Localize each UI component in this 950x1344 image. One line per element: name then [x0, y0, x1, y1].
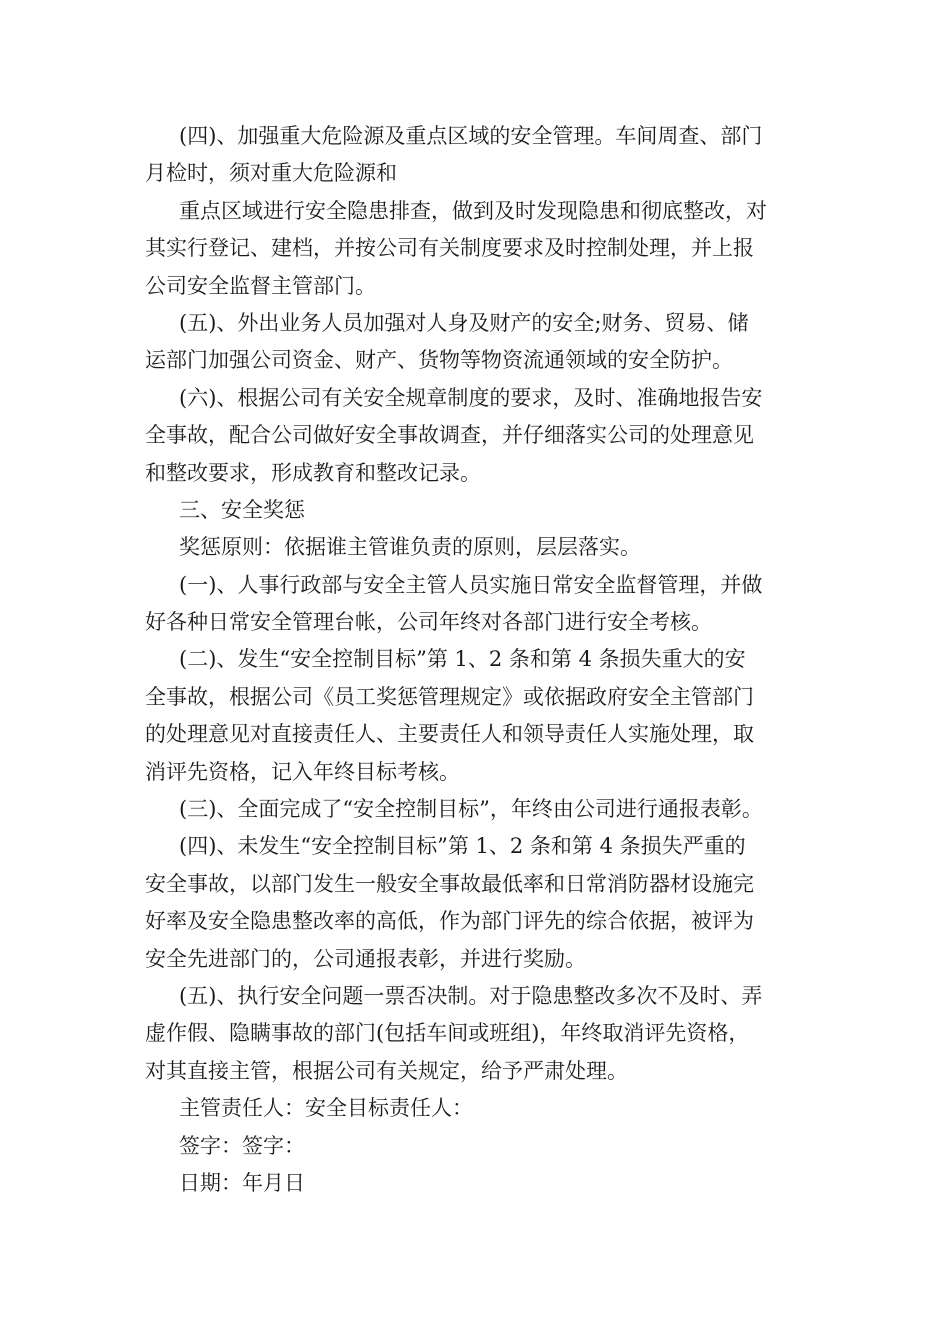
paragraph-line: 消评先资格，记入年终目标考核。 [145, 759, 460, 784]
paragraph-line: 奖惩原则：依据谁主管谁负责的原则，层层落实。 [179, 535, 641, 560]
paragraph-line: 运部门加强公司资金、财产、货物等物资流通领域的安全防护。 [145, 348, 733, 373]
paragraph-line: 公司安全监督主管部门。 [145, 273, 376, 298]
paragraph-line: (三)、全面完成了“安全控制目标”，年终由公司进行通报表彰。 [179, 797, 763, 822]
paragraph-line: 月检时，须对重大危险源和 [145, 161, 397, 186]
paragraph-line: 其实行登记、建档，并按公司有关制度要求及时控制处理，并上报 [145, 236, 754, 261]
paragraph-line: 安全事故，以部门发生一般安全事故最低率和日常消防器材设施完 [145, 871, 754, 896]
paragraph-line: (五)、外出业务人员加强对人身及财产的安全;财务、贸易、储 [179, 310, 749, 335]
paragraph-line: (六)、根据公司有关安全规章制度的要求，及时、准确地报告安 [179, 385, 763, 410]
paragraph-line: (四)、未发生“安全控制目标”第 1、2 条和第 4 条损失严重的 [179, 834, 746, 859]
paragraph-line: (一)、人事行政部与安全主管人员实施日常安全监督管理，并做 [179, 572, 763, 597]
paragraph-line: 重点区域进行安全隐患排查，做到及时发现隐患和彻底整改，对 [179, 198, 767, 223]
paragraph-line: 全事故，配合公司做好安全事故调查，并仔细落实公司的处理意见 [145, 423, 754, 448]
paragraph-line: 对其直接主管，根据公司有关规定，给予严肃处理。 [145, 1058, 628, 1083]
paragraph-line: 和整改要求，形成教育和整改记录。 [145, 460, 481, 485]
signature-responsible-line: 主管责任人：安全目标责任人： [179, 1096, 473, 1121]
paragraph-line: 全事故，根据公司《员工奖惩管理规定》或依据政府安全主管部门 [145, 684, 754, 709]
signature-date-line: 日期：年月日 [179, 1170, 305, 1195]
paragraph-line: 好各种日常安全管理台帐，公司年终对各部门进行安全考核。 [145, 610, 712, 635]
signature-sign-line: 签字：签字： [179, 1133, 305, 1158]
paragraph-line: (五)、执行安全问题一票否决制。对于隐患整改多次不及时、弄 [179, 983, 763, 1008]
paragraph-line: 虚作假、隐瞒事故的部门(包括车间或班组)，年终取消评先资格， [145, 1021, 750, 1046]
paragraph-line: 安全先进部门的，公司通报表彰，并进行奖励。 [145, 946, 586, 971]
paragraph-line: 的处理意见对直接责任人、主要责任人和领导责任人实施处理，取 [145, 722, 754, 747]
section-heading: 三、安全奖惩 [179, 497, 305, 522]
paragraph-line: (二)、发生“安全控制目标”第 1、2 条和第 4 条损失重大的安 [179, 647, 746, 672]
paragraph-line: 好率及安全隐患整改率的高低，作为部门评先的综合依据，被评为 [145, 909, 754, 934]
paragraph-line: (四)、加强重大危险源及重点区域的安全管理。车间周查、部门 [179, 124, 763, 148]
document-body [145, 118, 825, 1202]
